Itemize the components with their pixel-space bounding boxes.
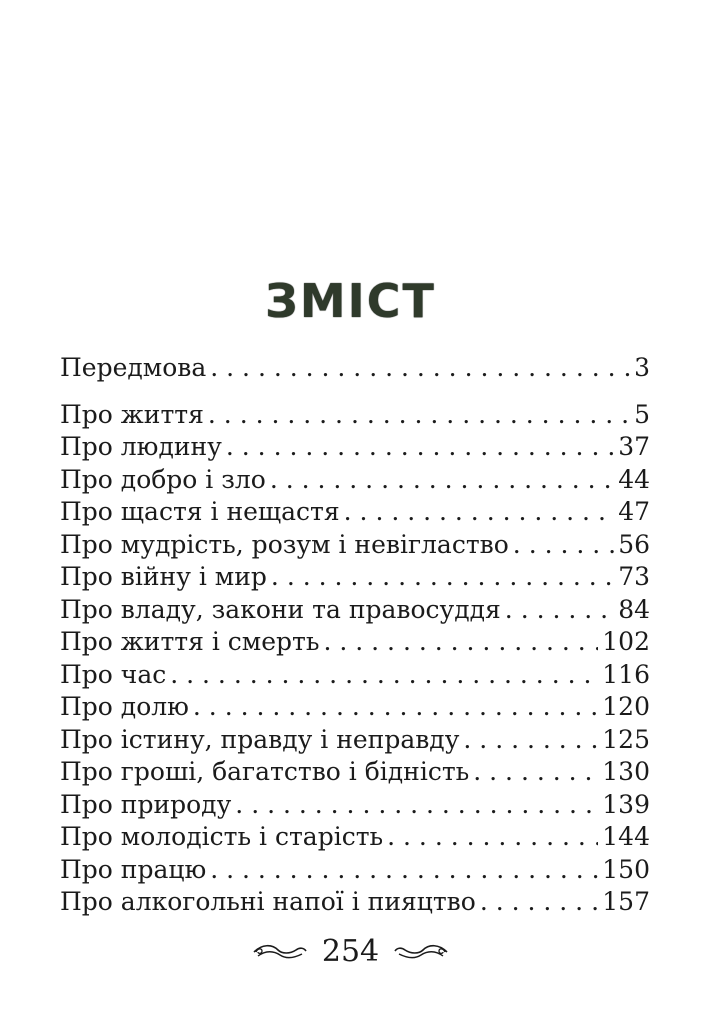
toc-entry-label: Про мудрість, розум і невігластво bbox=[60, 529, 509, 559]
toc-entry-page: 150 bbox=[602, 854, 650, 884]
page-footer bbox=[0, 934, 701, 969]
toc-entry bbox=[60, 529, 650, 562]
toc-entry-label: Про час bbox=[60, 659, 167, 689]
dot-leader bbox=[208, 399, 630, 432]
table-of-contents bbox=[60, 352, 650, 919]
dot-leader bbox=[235, 789, 598, 822]
dot-leader bbox=[170, 659, 598, 692]
dot-leader bbox=[270, 464, 614, 497]
toc-entry-label: Про долю bbox=[60, 692, 189, 721]
page-number: 254 bbox=[321, 934, 380, 969]
dot-leader bbox=[271, 561, 614, 594]
dot-leader bbox=[226, 431, 614, 464]
dot-leader bbox=[344, 496, 615, 529]
toc-entry-label: Про молодість і старість bbox=[60, 822, 384, 851]
toc-entry bbox=[60, 594, 650, 627]
toc-entry bbox=[60, 789, 650, 822]
dot-leader bbox=[463, 724, 598, 757]
toc-entry-page: 84 bbox=[618, 594, 650, 624]
toc-entry-label: Про працю bbox=[60, 854, 207, 884]
toc-entry-page: 5 bbox=[634, 399, 650, 429]
toc-entry-page: 37 bbox=[618, 432, 650, 461]
toc-entry-label: Про життя і смерть bbox=[60, 627, 320, 656]
toc-entry bbox=[60, 886, 650, 919]
toc-entry-label: Передмова bbox=[60, 353, 207, 382]
page-title: ЗМІСТ bbox=[265, 274, 436, 328]
dot-leader bbox=[513, 529, 614, 562]
toc-entry-page: 56 bbox=[618, 529, 650, 559]
toc-entry bbox=[60, 352, 650, 385]
toc-entry bbox=[60, 561, 650, 594]
dot-leader bbox=[480, 886, 598, 919]
toc-entry-page: 102 bbox=[602, 627, 650, 656]
right-ornament-icon bbox=[393, 940, 449, 964]
toc-entry-label: Про природу bbox=[60, 789, 232, 819]
toc-entry-label: Про владу, закони та правосуддя bbox=[60, 594, 501, 624]
toc-entry-label: Про щастя і нещастя bbox=[60, 497, 340, 526]
dot-leader bbox=[323, 626, 598, 659]
toc-entry-page: 116 bbox=[602, 659, 650, 689]
toc-entry-page: 125 bbox=[602, 724, 650, 754]
toc-entry-page: 44 bbox=[618, 464, 650, 494]
dot-leader bbox=[210, 854, 598, 887]
toc-entry-page: 130 bbox=[602, 757, 650, 786]
dot-leader bbox=[193, 691, 598, 724]
toc-entry-page: 47 bbox=[618, 497, 650, 526]
dot-leader bbox=[473, 756, 598, 789]
toc-entry-label: Про війну і мир bbox=[60, 562, 267, 591]
toc-entry-page: 120 bbox=[602, 692, 650, 721]
toc-entry-label: Про людину bbox=[60, 432, 222, 461]
toc-entry-label: Про гроші, багатство і бідність bbox=[60, 757, 470, 786]
toc-entry-page: 3 bbox=[634, 353, 650, 382]
toc-entry-label: Про алкогольні напої і пияцтво bbox=[60, 887, 476, 916]
toc-entry-label: Про добро і зло bbox=[60, 464, 266, 494]
toc-entry bbox=[60, 464, 650, 497]
toc-entry bbox=[60, 399, 650, 432]
toc-entry-page: 144 bbox=[602, 822, 650, 851]
toc-entry bbox=[60, 821, 650, 854]
toc-entry bbox=[60, 691, 650, 724]
toc-entry-page: 139 bbox=[602, 789, 650, 819]
toc-entry bbox=[60, 659, 650, 692]
toc-entry bbox=[60, 854, 650, 887]
toc-entry bbox=[60, 626, 650, 659]
toc-entry-page: 73 bbox=[618, 562, 650, 591]
toc-entry-label: Про життя bbox=[60, 399, 204, 429]
dot-leader bbox=[387, 821, 598, 854]
toc-entry-label: Про істину, правду і неправду bbox=[60, 724, 460, 754]
left-ornament-icon bbox=[252, 940, 308, 964]
toc-entry bbox=[60, 756, 650, 789]
dot-leader bbox=[505, 594, 614, 627]
toc-entry bbox=[60, 496, 650, 529]
dot-leader bbox=[210, 352, 630, 385]
toc-entry bbox=[60, 431, 650, 464]
toc-entry-page: 157 bbox=[602, 887, 650, 916]
toc-entry bbox=[60, 724, 650, 757]
